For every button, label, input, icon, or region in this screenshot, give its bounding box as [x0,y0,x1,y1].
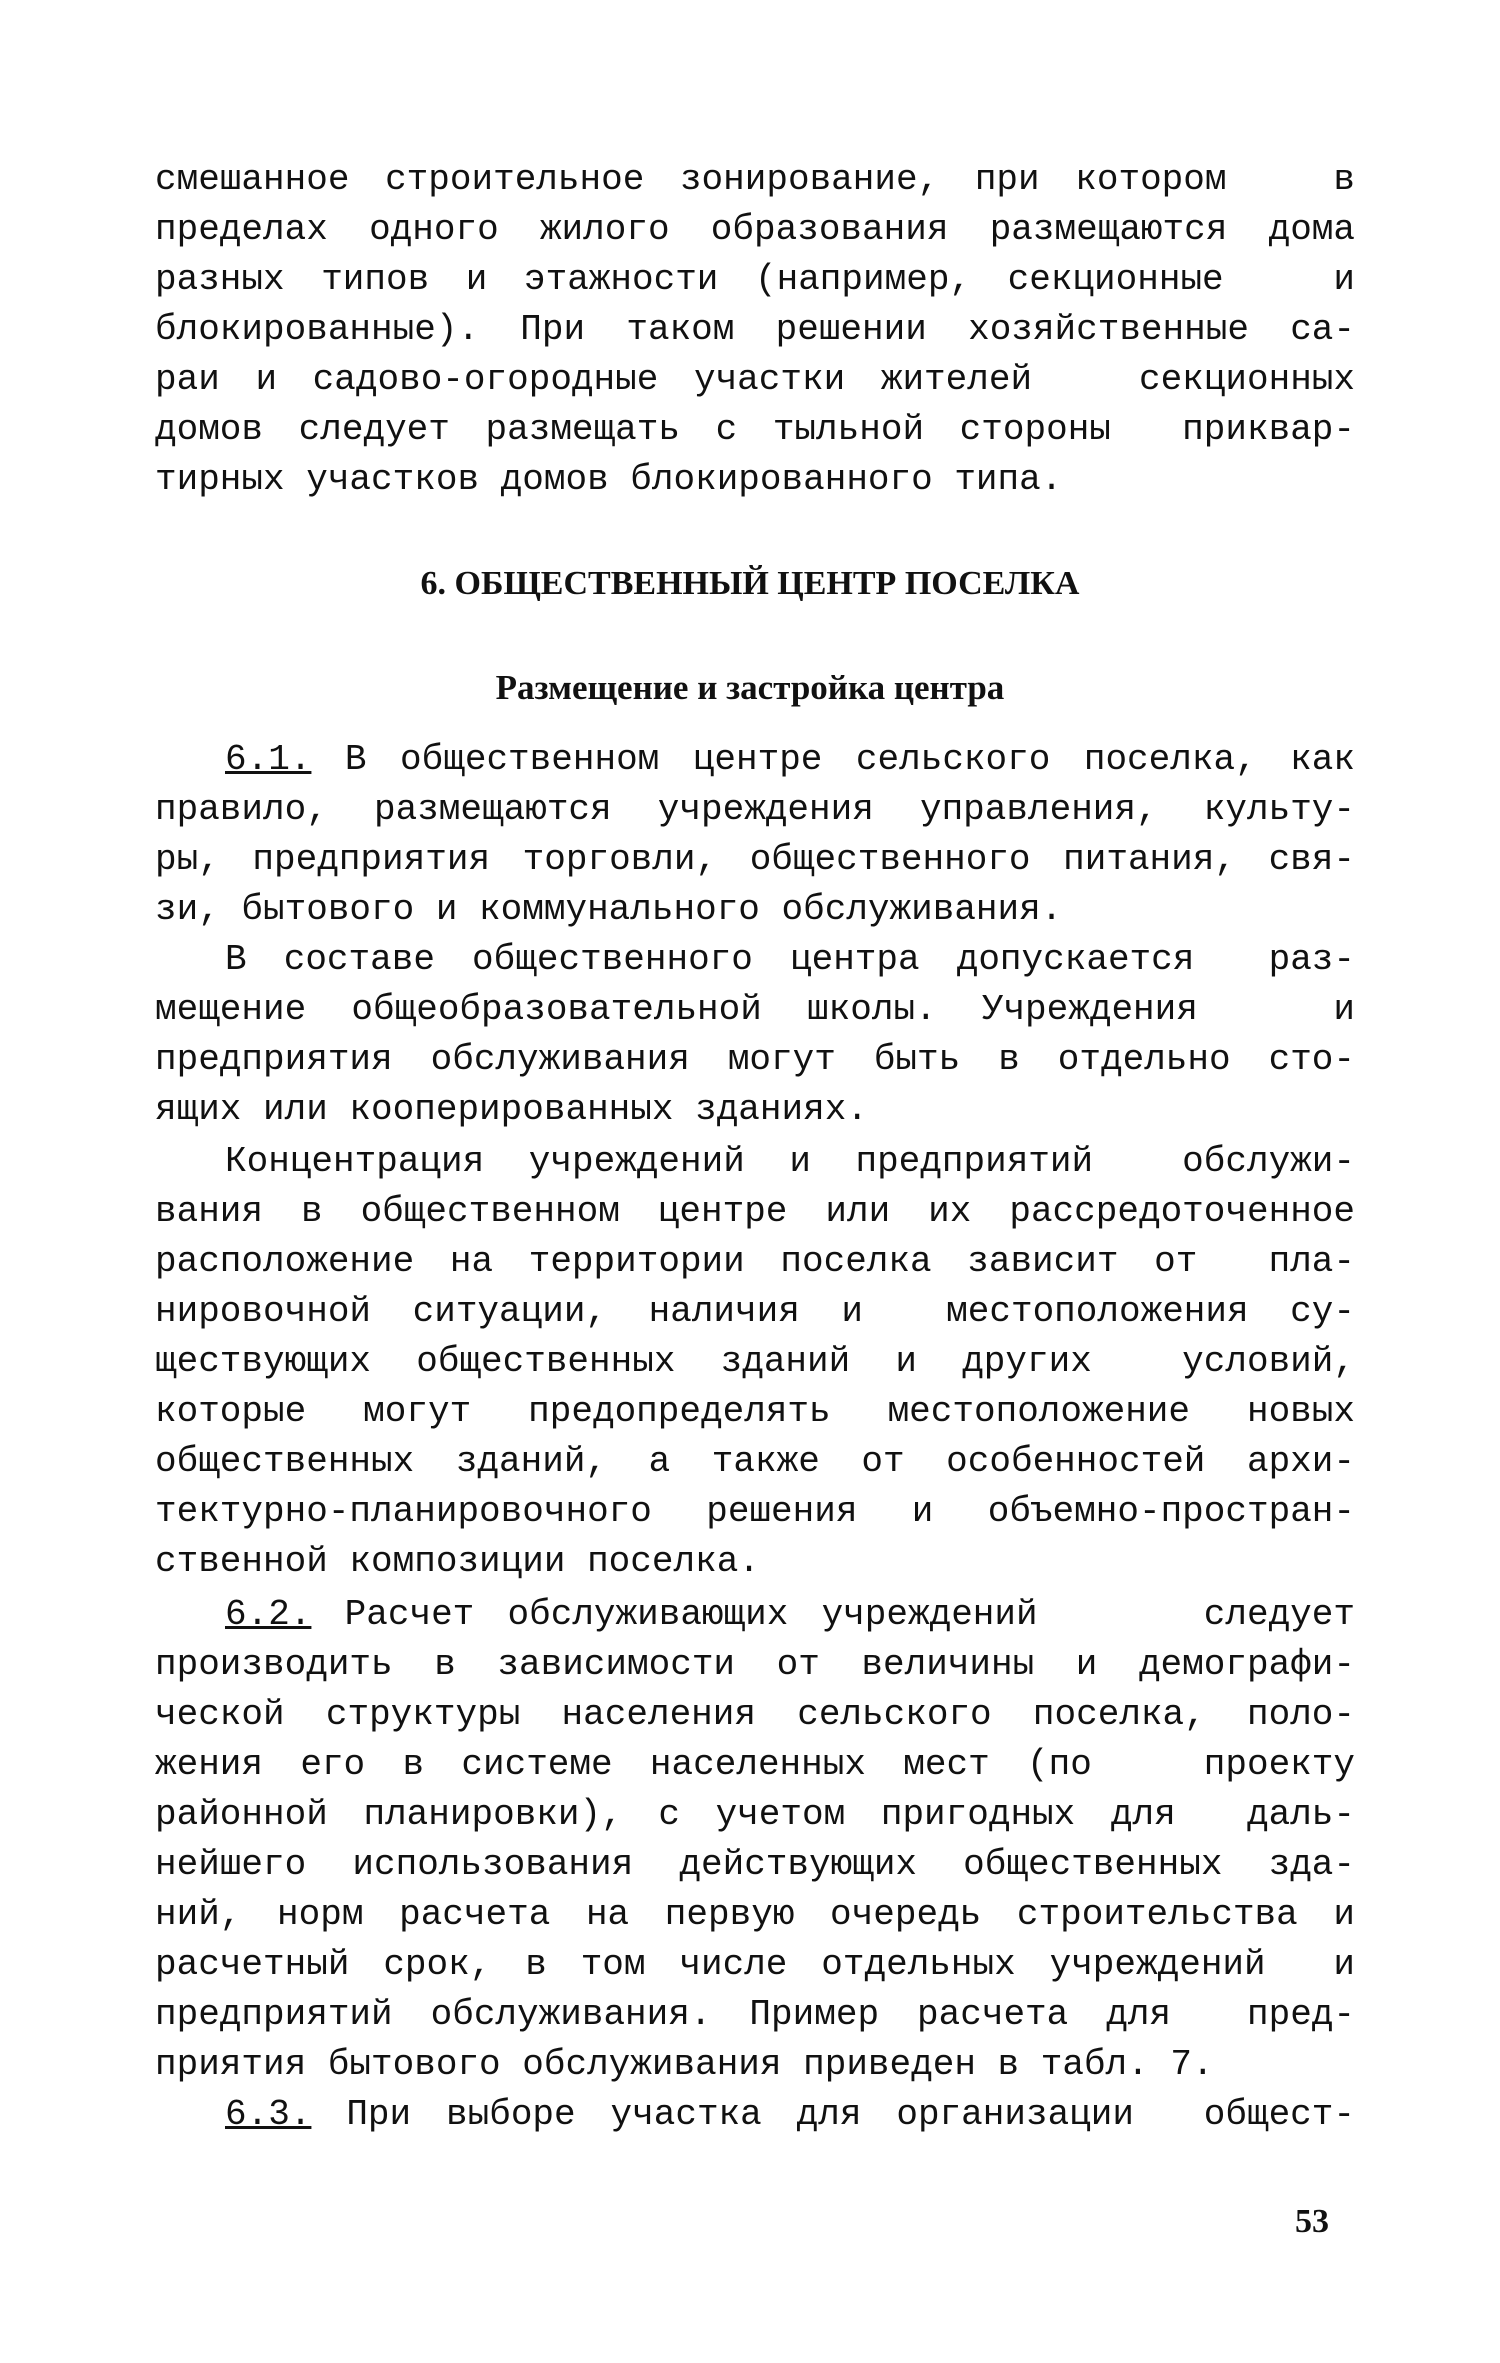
paragraph-6-2 [155,1590,1355,2090]
text-line: пределах одного жилого образования размещаются дома [155,209,1355,250]
text-line: предприятия обслуживания могут быть в отдельно сто- [155,1039,1355,1080]
text-line: домов следует размещать с тыльной стороны приквар- [155,409,1355,450]
text-line: ящих или кооперированных зданиях. [155,1089,868,1130]
text-line: Концентрация учреждений и предприятий обслужи- [225,1141,1355,1182]
text-line: которые могут предопределять местоположение новых [155,1391,1355,1432]
text-line: жения его в системе населенных мест (по проекту [155,1744,1355,1785]
text-line: правило, размещаются учреждения управления, культу- [155,789,1355,830]
paragraph-6-1 [155,735,1355,935]
text-line: мещение общеобразовательной школы. Учреждения и [155,989,1355,1030]
text-line: расположение на территории поселка зависит от пла- [155,1241,1355,1282]
text-line [155,1590,1355,1640]
paragraph-6-1-c [155,1137,1355,1587]
text-line: раи и садово-огородные участки жителей секционных [155,359,1355,400]
paragraph-intro [155,155,1355,505]
text-line: общественных зданий, а также от особенностей архи- [155,1441,1355,1482]
text-line: разных типов и этажности (например, секционные и [155,259,1355,300]
section-heading: 6. ОБЩЕСТВЕННЫЙ ЦЕНТР ПОСЕЛКА [420,565,1080,602]
text-line: тектурно-планировочного решения и объемно-простран- [155,1491,1355,1532]
text-line: блокированные). При таком решении хозяйственные са- [155,309,1355,350]
text-line: нейшего использования действующих общественных зда- [155,1844,1355,1885]
text-line: приятия бытового обслуживания приведен в табл. 7. [155,2044,1214,2085]
text-line: смешанное строительное зонирование, при котором в [155,159,1355,200]
text-line: В составе общественного центра допускается раз- [225,939,1355,980]
text-line: тирных участков домов блокированного типа. [155,459,1063,500]
clause-number: 6.3. [225,2094,312,2135]
text-line: районной планировки), с учетом пригодных для даль- [155,1794,1355,1835]
text-line: ственной композиции поселка. [155,1541,760,1582]
page-number: 53 [1295,2203,1329,2240]
text-line: нировочной ситуации, наличия и местоположения су- [155,1291,1355,1332]
text-fragment: Расчет обслуживающих учреждений следует [311,1594,1355,1635]
text-line: ществующих общественных зданий и других условий, [155,1341,1355,1382]
clause-number: 6.1. [225,739,312,780]
subsection-heading: Размещение и застройка центра [495,668,1005,707]
paragraph-6-3 [155,2090,1355,2140]
text-fragment: В общественном центре сельского поселка, как [311,739,1355,780]
text-line: ний, норм расчета на первую очередь строительства и [155,1894,1355,1935]
clause-number: 6.2. [225,1594,312,1635]
text-line [155,735,1355,785]
paragraph-6-1-b [155,935,1355,1135]
text-line: предприятий обслуживания. Пример расчета для пред- [155,1994,1355,2035]
text-line: зи, бытового и коммунального обслуживания. [155,889,1063,930]
text-line: ры, предприятия торговли, общественного питания, свя- [155,839,1355,880]
text-fragment: При выборе участка для организации общест- [311,2094,1355,2135]
text-line: производить в зависимости от величины и демографи- [155,1644,1355,1685]
text-line: вания в общественном центре или их рассредоточенное [155,1191,1355,1232]
text-line [155,2090,1355,2140]
text-line: ческой структуры населения сельского поселка, поло- [155,1694,1355,1735]
text-line: расчетный срок, в том числе отдельных учреждений и [155,1944,1355,1985]
